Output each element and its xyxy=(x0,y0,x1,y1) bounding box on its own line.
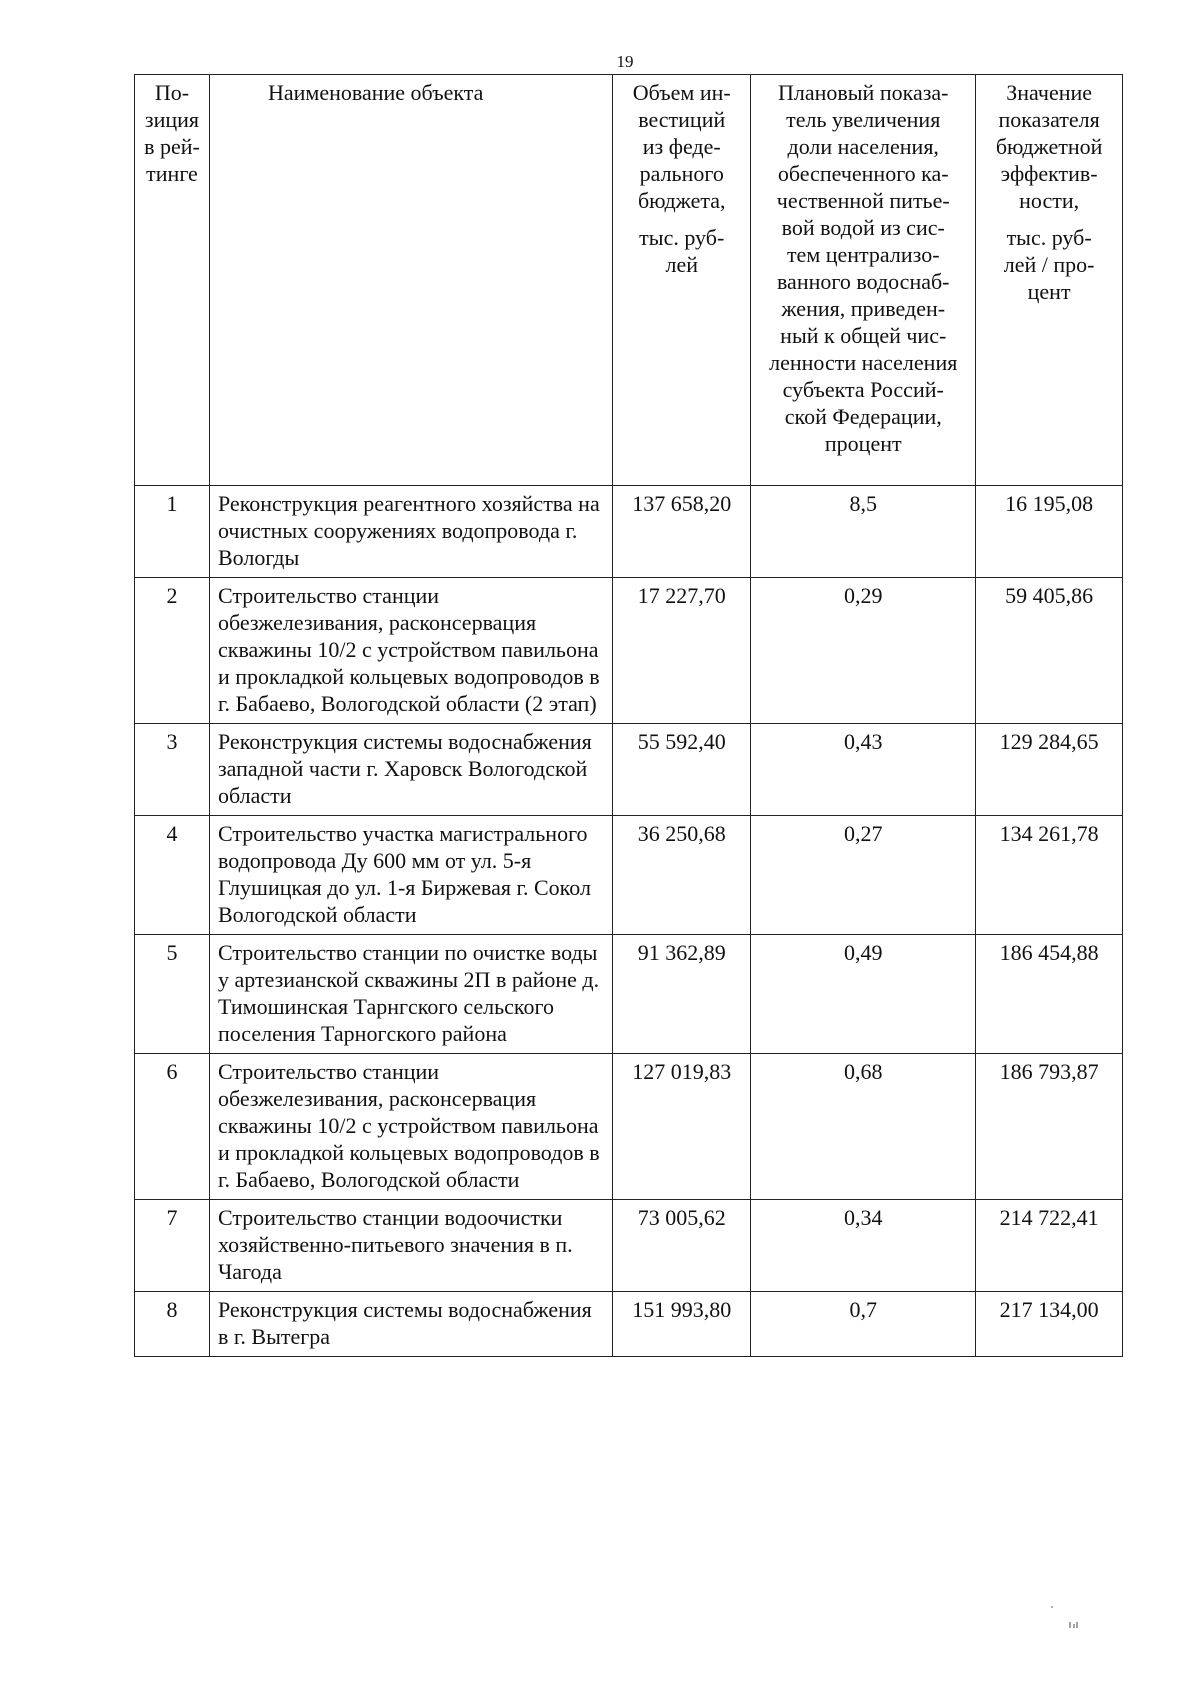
cell-name: Строительство станции обезжелезивания, расконсервация скважины 10/2 с устройством павильона и прокладкой кольцевых водопроводов в г. Бабаево, Вологодской области (2 этап) xyxy=(209,578,612,724)
cell-efficiency: 217 134,00 xyxy=(976,1292,1123,1357)
table-header-row xyxy=(135,75,1123,486)
cell-position: 8 xyxy=(135,1292,210,1357)
cell-investment: 36 250,68 xyxy=(613,816,751,935)
cell-position: 6 xyxy=(135,1054,210,1200)
cell-name: Реконструкция системы водоснабжения в г. Вытегра xyxy=(209,1292,612,1357)
header-position: По- зиция в рей- тинге xyxy=(135,75,210,486)
table-row xyxy=(135,486,1123,578)
cell-position: 4 xyxy=(135,816,210,935)
header-name: Наименование объекта xyxy=(209,75,612,486)
cell-investment: 127 019,83 xyxy=(613,1054,751,1200)
table-row xyxy=(135,724,1123,816)
cell-investment: 137 658,20 xyxy=(613,486,751,578)
cell-position: 5 xyxy=(135,935,210,1054)
cell-plan: 0,7 xyxy=(751,1292,976,1357)
table-row xyxy=(135,816,1123,935)
cell-name: Строительство участка магистрального водопровода Ду 600 мм от ул. 5-я Глушицкая до ул. 1-я Биржевая г. Сокол Вологодской области xyxy=(209,816,612,935)
cell-position: 7 xyxy=(135,1200,210,1292)
cell-investment: 91 362,89 xyxy=(613,935,751,1054)
cell-position: 3 xyxy=(135,724,210,816)
table-row xyxy=(135,1200,1123,1292)
cell-name: Строительство станции водоочистки хозяйственно-питьевого значения в п. Чагода xyxy=(209,1200,612,1292)
cell-efficiency: 186 793,87 xyxy=(976,1054,1123,1200)
cell-plan: 0,68 xyxy=(751,1054,976,1200)
scan-artifact xyxy=(1040,1600,1080,1634)
page-number: 19 xyxy=(616,52,634,71)
cell-plan: 0,43 xyxy=(751,724,976,816)
cell-position: 2 xyxy=(135,578,210,724)
cell-efficiency: 16 195,08 xyxy=(976,486,1123,578)
cell-name: Строительство станции по очистке воды у артезианской скважины 2П в районе д. Тимошинская Тарнгского сельского поселения Тарногского района xyxy=(209,935,612,1054)
cell-efficiency: 186 454,88 xyxy=(976,935,1123,1054)
scan-noise-icon xyxy=(1040,1600,1080,1630)
cell-investment: 73 005,62 xyxy=(613,1200,751,1292)
cell-position: 1 xyxy=(135,486,210,578)
cell-efficiency: 214 722,41 xyxy=(976,1200,1123,1292)
cell-plan: 8,5 xyxy=(751,486,976,578)
cell-plan: 0,27 xyxy=(751,816,976,935)
cell-investment: 55 592,40 xyxy=(613,724,751,816)
header-plan: Плановый показа- тель увеличения доли населения, обеспеченного ка- чественной питье- вой водой из сис- тем централизо- ванного водоснаб- жения, приведен- ный к общей чис- ленности населения субъекта Россий- ской Федерации, процент xyxy=(751,75,976,486)
table-row xyxy=(135,935,1123,1054)
cell-investment: 151 993,80 xyxy=(613,1292,751,1357)
cell-name: Реконструкция системы водоснабжения западной части г. Харовск Вологодской области xyxy=(209,724,612,816)
cell-efficiency: 59 405,86 xyxy=(976,578,1123,724)
header-efficiency: Значение показателя бюджетной эффектив- ности, тыс. руб- лей / про- цент xyxy=(976,75,1123,486)
header-investment: Объем ин- вестиций из феде- рального бюджета, тыс. руб- лей xyxy=(613,75,751,486)
table-row xyxy=(135,578,1123,724)
cell-plan: 0,29 xyxy=(751,578,976,724)
table-row xyxy=(135,1054,1123,1200)
table-row xyxy=(135,1292,1123,1357)
ratings-table xyxy=(134,74,1123,1357)
cell-efficiency: 129 284,65 xyxy=(976,724,1123,816)
cell-plan: 0,49 xyxy=(751,935,976,1054)
cell-plan: 0,34 xyxy=(751,1200,976,1292)
cell-investment: 17 227,70 xyxy=(613,578,751,724)
cell-efficiency: 134 261,78 xyxy=(976,816,1123,935)
cell-name: Строительство станции обезжелезивания, расконсервация скважины 10/2 с устройством павильона и прокладкой кольцевых водопроводов в г. Бабаево, Вологодской области xyxy=(209,1054,612,1200)
cell-name: Реконструкция реагентного хозяйства на очистных сооружениях водопровода г. Вологды xyxy=(209,486,612,578)
